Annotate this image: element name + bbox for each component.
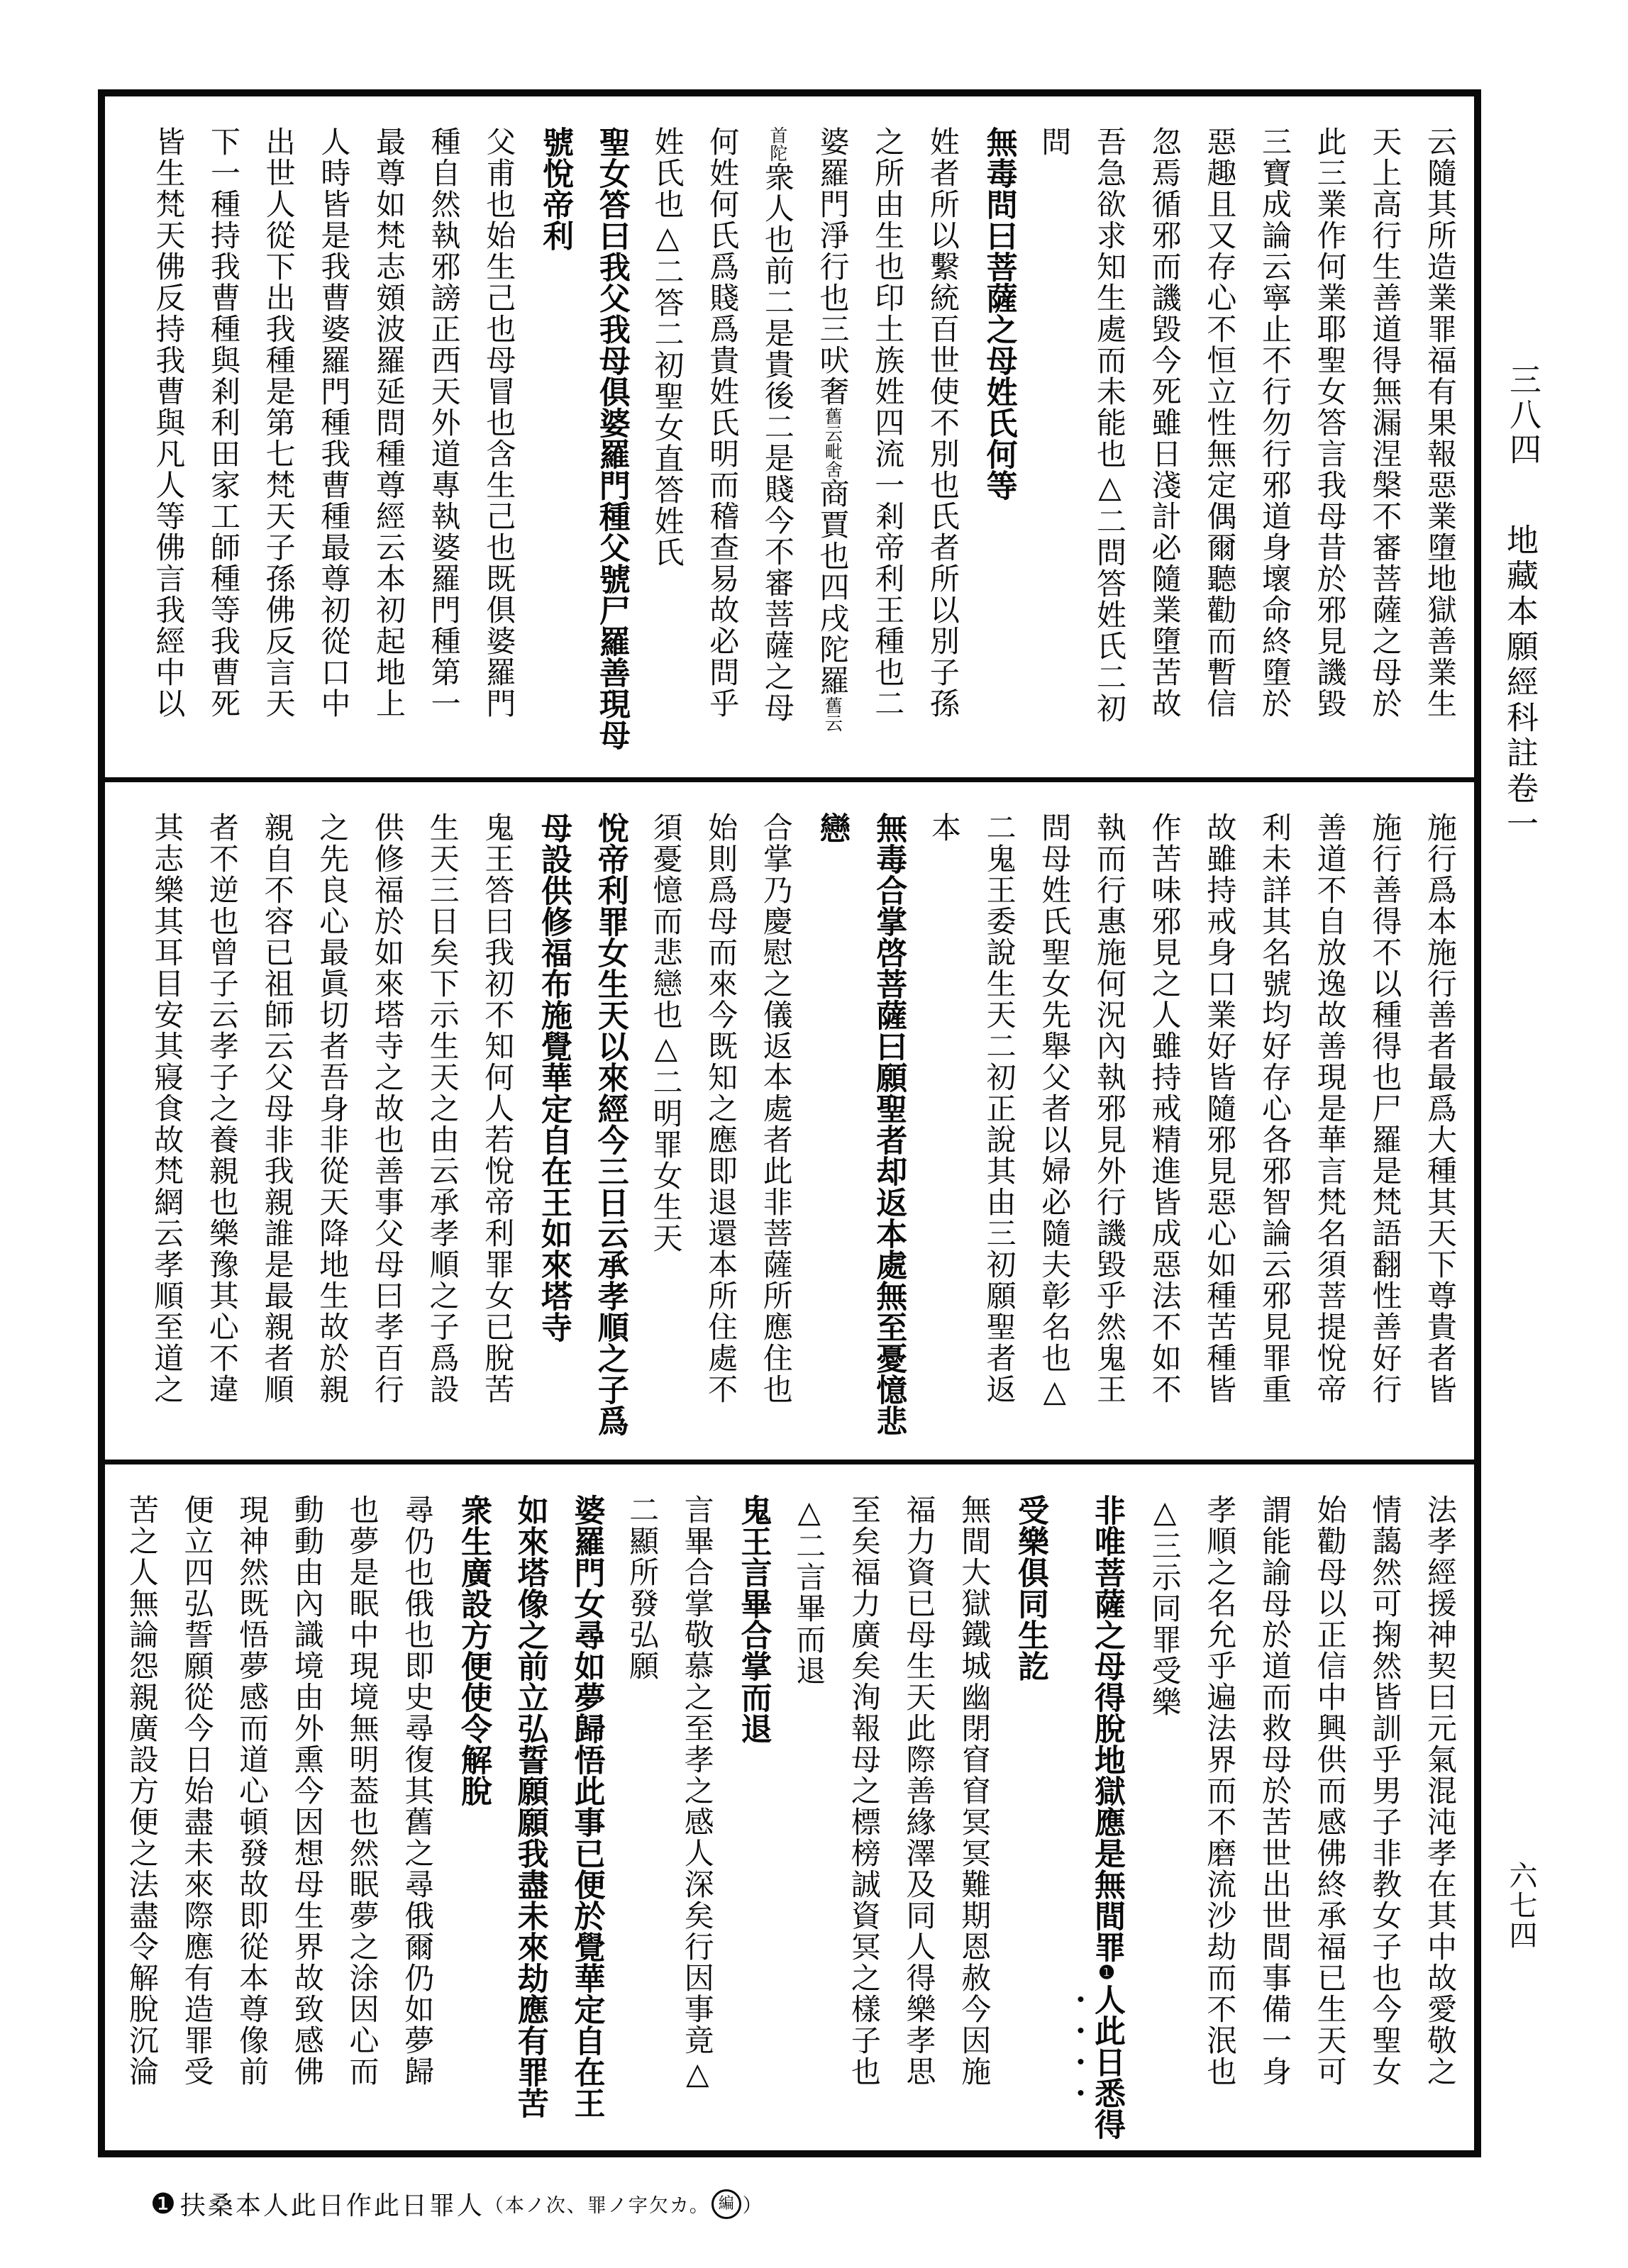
commentary-column [870, 126, 906, 767]
commentary-column [1424, 812, 1456, 1450]
sutra-column [511, 1494, 548, 2130]
commentary-column [1037, 812, 1073, 1450]
column-text: 婆羅門女尋如夢歸悟此事已便於覺華定自在王 [568, 1494, 605, 2118]
column-text: △二言畢而退 [792, 1494, 827, 1686]
column-text: 種自然執邪謗正西天外道專執婆羅門種第一 [426, 126, 462, 719]
footnote-note-open: （本ノ次、罪ノ字欠カ。 [484, 2195, 710, 2217]
commentary-column [762, 126, 793, 767]
column-text: 父甫也始生己也母冒也含生己也既俱婆羅門 [482, 126, 517, 719]
column-text: 最尊如梵志頞波羅延問種尊經云本初起地上 [372, 126, 406, 719]
column-text: 之先良心最眞切者吾身非從天降地生故於親 [315, 812, 350, 1405]
column-text: 非唯菩薩之母得脫地獄應是無間罪 [1088, 1494, 1125, 1962]
commentary-column [652, 126, 683, 767]
commentary-column [179, 1494, 215, 2130]
column-text: 婆羅門淨行也三吠奢 [815, 126, 851, 407]
column-text: 本 [926, 812, 962, 843]
column-text: 也夢是眠中現境無明葢也然眠夢之涂因心而 [345, 1494, 380, 2087]
column-text: 須憂憶而悲戀也△二明罪女生天 [648, 812, 684, 1254]
column-text: 言畢合掌敬慕之至孝之感人深矣行因事竟△ [680, 1494, 715, 2092]
commentary-column [317, 812, 348, 1450]
column-text: 云隨其所造業罪福有果報惡業墮地獄善業生 [1423, 126, 1458, 719]
commentary-column [428, 126, 460, 767]
column-text: 作苦味邪見之人雖持戒精進皆成惡法不如不 [1147, 812, 1183, 1405]
column-text: 鬼王言畢合掌而退 [735, 1494, 772, 1744]
band-top [105, 96, 1474, 777]
sutra-column [1014, 1494, 1046, 2130]
commentary-column [206, 812, 238, 1450]
column-text: 故雖持戒身口業好皆隨邪見惡心如種苦種皆 [1202, 812, 1238, 1405]
column-text: 始則爲母而來今既知之應即退還本所住處不 [704, 812, 739, 1405]
commentary-column [152, 812, 183, 1450]
column-text: 施行善得不以種得也尸羅是梵語翻性善好行 [1368, 812, 1403, 1405]
column-text: 動動由內識境由外熏今因想母生界故致感佛 [289, 1494, 325, 2087]
column-text: 現神然既悟夢感而道心頓發故即從本尊像前 [235, 1494, 270, 2087]
column-text: 之所由生也印土族姓四流一剎帝利王種也二 [870, 126, 906, 719]
commentary-column [1037, 126, 1073, 767]
commentary-column [1259, 1494, 1290, 2130]
column-text: 福力資已母生天此際善緣澤及同人得樂孝思 [902, 1494, 937, 2087]
commentary-column [682, 1494, 713, 2130]
commentary-column [262, 812, 293, 1450]
column-text: 號悅帝利 [537, 126, 574, 251]
commentary-column [1314, 812, 1346, 1450]
commentary-column [372, 812, 403, 1450]
column-text: 施行爲本施行善者最爲大種其天下尊貴者皆 [1423, 812, 1458, 1405]
commentary-column [427, 812, 458, 1450]
column-text: 皆生梵天佛反持我曹與凡人等佛言我經中以 [151, 126, 187, 719]
sutra-column [814, 812, 851, 1450]
column-text: 此三業作何業耶聖女答言我母昔於邪見譏毀 [1312, 126, 1348, 719]
column-text: 執而行惠施何況內執邪見外行譏毀乎然鬼王 [1092, 812, 1127, 1405]
commentary-column [1147, 126, 1183, 767]
column-text: 便立四弘誓願從今日始盡未來際應有造罪受 [179, 1494, 215, 2087]
sutra-column [870, 812, 907, 1450]
footnote-marker-icon: ❶ [150, 2187, 176, 2220]
column-text: 尋仍也俄也即史尋復其舊之尋俄爾仍如夢歸 [400, 1494, 436, 2087]
column-text: 二鬼王委說生天二初正說其由三初願聖者返 [982, 812, 1017, 1405]
column-text: △三示同罪受樂 [1147, 1494, 1183, 1718]
column-text: 無間大獄鐵城幽閉窅窅冥冥難期恩赦今因施 [957, 1494, 992, 2087]
commentary-column [926, 812, 962, 1450]
commentary-column [289, 1494, 325, 2130]
interlinear-note: 首陀 [767, 126, 788, 162]
column-text: 衆生廣設方便使令解脫 [455, 1494, 492, 1806]
column-text: 謂能諭母於道而救母於苦世出世間事備一身 [1257, 1494, 1292, 2087]
commentary-column [650, 812, 682, 1450]
commentary-column [1314, 1494, 1346, 2130]
commentary-column [1094, 126, 1125, 767]
commentary-column [1202, 126, 1238, 767]
sutra-column [592, 812, 629, 1450]
commentary-column [626, 1494, 658, 2130]
column-text: 三寶成論云寧止不行勿行邪道身壞命終墮於 [1257, 126, 1292, 719]
sutra-column [737, 1494, 770, 2130]
column-text: 戀 [814, 812, 851, 843]
column-text: 情藹然可掬然皆訓乎男子非教女子也今聖女 [1368, 1494, 1403, 2087]
column-text: 問 [1037, 126, 1073, 157]
commentary-column [959, 1494, 990, 2130]
column-text: 無毒問曰菩薩之母姓氏何等 [980, 126, 1017, 501]
footnote-ref-marker: ❶ [1095, 1962, 1117, 1984]
commentary-column [261, 126, 297, 767]
interlinear-note: 舊云毗舍 [822, 407, 843, 478]
commentary-column [124, 1494, 160, 2130]
column-text: 法孝經援神契曰元氣混沌孝在其中故愛敬之 [1423, 1494, 1458, 2087]
band-middle [105, 777, 1474, 1460]
column-text: 姓氏也△二答二初聖女直答姓氏 [650, 126, 685, 568]
column-text: 人時皆是我曹婆羅門種我曹種最尊初從口中 [316, 126, 352, 719]
emphasized-text: 人此日悉 [1088, 1984, 1125, 2108]
commentary-column [1424, 1494, 1456, 2130]
column-text: 出世人從下出我種是第七梵天子孫佛反言天 [261, 126, 297, 719]
column-text: 吾急欲求知生處而未能也△二問答姓氏二初 [1092, 126, 1127, 724]
commentary-column [1424, 126, 1456, 767]
text-frame [98, 89, 1481, 2157]
column-text: 問母姓氏聖女先舉父者以婦必隨夫彰名也△ [1037, 812, 1073, 1410]
column-text: 無毒合掌啓菩薩曰願聖者却返本處無至憂憶悲 [870, 812, 907, 1436]
sutra-column [455, 1494, 492, 2130]
commentary-column [1259, 812, 1290, 1450]
commentary-column [208, 126, 239, 767]
commentary-column [316, 126, 352, 767]
margin-page-number: 三八四 [1504, 363, 1541, 467]
column-text: 衆人也前二是貴後二是賤今不審菩薩之母 [760, 162, 795, 723]
column-text: 其志樂其耳目安其寢食故梵網云孝順至道之 [150, 812, 185, 1405]
sutra-column [570, 1494, 603, 2130]
commentary-column [1370, 1494, 1401, 2130]
footnote-note-close: ） [742, 2195, 763, 2217]
column-text: 孝順之名允乎遍法界而不磨流沙劫而不泯也 [1202, 1494, 1238, 2087]
commentary-column [151, 126, 187, 767]
band-bottom [105, 1460, 1474, 2140]
column-text: 供修福於如來塔寺之故也善事父母曰孝百行 [370, 812, 405, 1405]
sutra-column [982, 126, 1015, 767]
interlinear-note: 舊云 [822, 696, 843, 732]
column-text: 惡趣且又存心不恒立性無定偶爾聽勸而暫信 [1202, 126, 1238, 719]
column-text: 苦之人無論怨親廣設方便之法盡令解脫沉淪 [124, 1494, 160, 2087]
commentary-column [984, 812, 1015, 1450]
commentary-column [1370, 812, 1401, 1450]
column-text: 利未詳其名號均好存心各邪智論云邪見罪重 [1257, 812, 1292, 1405]
commentary-column [484, 126, 515, 767]
column-text: 始勸母以正信中興供而感佛終承福已生天可 [1312, 1494, 1348, 2087]
column-text: 下一種持我曹種與剎利田家工師種等我曹死 [206, 126, 241, 719]
commentary-column [400, 1494, 436, 2130]
commentary-column [704, 812, 739, 1450]
commentary-column [1314, 126, 1346, 767]
commentary-column [1147, 1494, 1183, 2130]
column-text: 聖女答曰我父我母俱婆羅門種父號尸羅善現母 [593, 126, 630, 750]
column-text: 如來塔像之前立弘誓願願我盡未來劫應有罪苦 [511, 1494, 548, 2118]
column-text: 善道不自放逸故善現是華言梵名須菩提悅帝 [1312, 812, 1348, 1405]
margin-volume-title: 地藏本願經科註卷一 [1501, 523, 1539, 843]
column-text: 母設供修福布施覺華定自在王如來塔寺 [536, 812, 572, 1343]
column-text: 姓者所以繫統百世使不別也氏者所以別子孫 [925, 126, 960, 719]
column-text: 親自不容已祖師云父母非我親誰是最親者順 [260, 812, 295, 1405]
column-text: 商賈也四戌陀羅 [815, 478, 851, 696]
commentary-column [1147, 812, 1183, 1450]
column-text: 二顯所發弘願 [625, 1494, 660, 1681]
column-text: 悅帝利罪女生天以來經今三日云承孝順之子爲 [592, 812, 629, 1436]
column-text: 天上高行生善道得無漏涅槃不審菩薩之母於 [1368, 126, 1403, 719]
commentary-column [1202, 812, 1238, 1450]
commentary-column [1370, 126, 1401, 767]
commentary-column [347, 1494, 378, 2130]
commentary-column [904, 1494, 935, 2130]
commentary-column [705, 126, 741, 767]
commentary-column [760, 812, 792, 1450]
sutra-column [537, 812, 570, 1450]
column-text: 得 [1088, 2108, 1125, 2140]
commentary-column [373, 126, 404, 767]
column-text: 鬼王答曰我初不知何人若悅帝利罪女已脫苦 [480, 812, 516, 1405]
commentary-column [815, 126, 851, 767]
column-text: 合掌乃慶慰之儀返本處者此非菩薩所應住也 [758, 812, 794, 1405]
sutra-column [1070, 1494, 1125, 2140]
margin-folio-number: 六七四 [1505, 1861, 1537, 1950]
collation-seal-icon: 編 [711, 2189, 741, 2219]
collation-footnote [150, 2186, 763, 2222]
footnote-text: 扶桑本人此日作此日罪人 [179, 2191, 484, 2220]
commentary-column [927, 126, 958, 767]
column-text: 者不逆也曾子云孝子之養親也樂豫其心不違 [204, 812, 240, 1405]
column-text: 何姓何氏爲賤爲貴姓氏明而稽查易故必問乎 [705, 126, 741, 719]
commentary-column [848, 1494, 880, 2130]
sutra-column [595, 126, 628, 767]
commentary-column [1094, 812, 1125, 1450]
column-text: 至矣福力廣矣洵報母之標榜誠資冥之樣子也 [846, 1494, 882, 2087]
commentary-column [1259, 126, 1290, 767]
column-text: 忽焉循邪而譏毀今死雖日淺計必隨業墮苦故 [1147, 126, 1183, 719]
column-text: 受樂俱同生訖 [1012, 1494, 1048, 1681]
column-text: 生天三日矣下示生天之由云承孝順之子爲設 [425, 812, 460, 1405]
commentary-column [482, 812, 514, 1450]
commentary-column [1202, 1494, 1238, 2130]
commentary-column [237, 1494, 268, 2130]
commentary-column [794, 1494, 825, 2130]
sutra-column [537, 126, 574, 767]
